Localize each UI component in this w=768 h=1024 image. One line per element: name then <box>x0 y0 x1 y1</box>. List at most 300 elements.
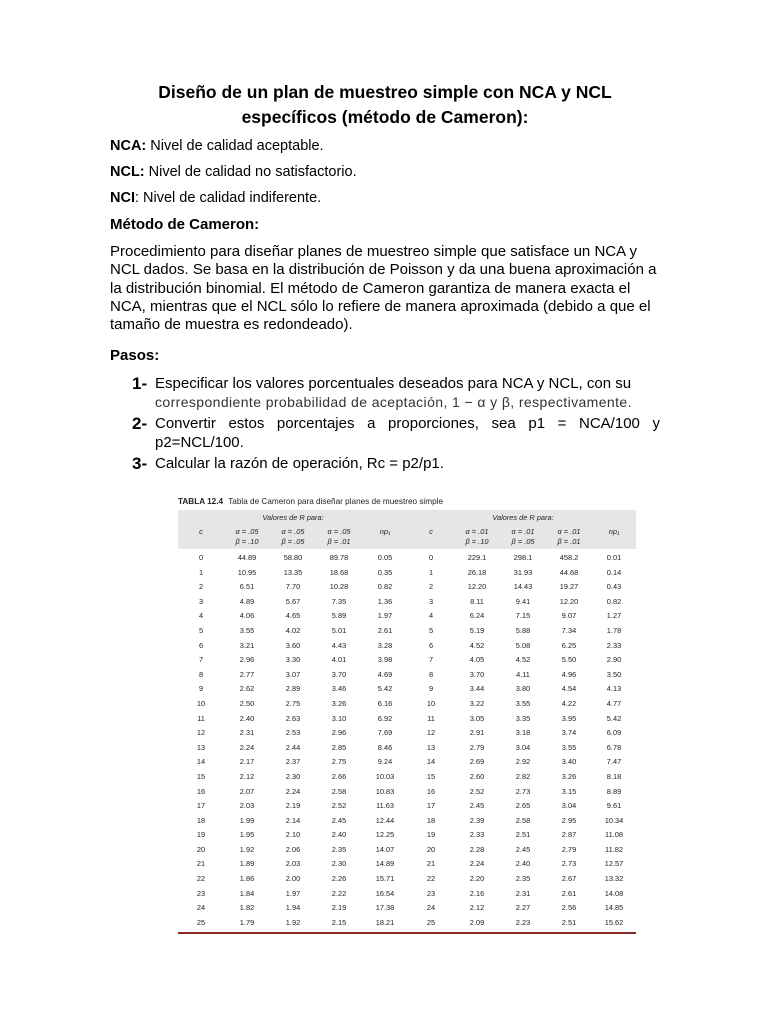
table-cell: 2.62 <box>239 684 255 694</box>
table-cell: 1.97 <box>285 888 301 898</box>
table-cell: 2.14 <box>285 815 301 825</box>
definition-term: NCA: <box>110 138 147 154</box>
table-cell: 2.82 <box>515 771 531 781</box>
column-header: α = .01 β = .01 <box>546 525 592 549</box>
table-cell: 22 <box>426 874 436 884</box>
document-page <box>110 80 660 475</box>
table-cell: 2.69 <box>469 757 485 767</box>
table-cell: 4 <box>198 611 204 621</box>
table-cell: 2.03 <box>239 801 255 811</box>
table-cell: 3.98 <box>377 655 393 665</box>
method-paragraph: Procedimiento para diseñar planes de muestreo simple que satisface un NCA y NCL dados. Se basa en la distribución de Poisson y da una buena aproximación a la distribución binomial. El método de Cameron garantiza de manera exacta el NCA, mientras que el NCL sólo lo refiere de manera aproximada (debido a que el tamaño de muestra es redondeado). <box>110 243 657 334</box>
table-cell: 2.75 <box>331 757 347 767</box>
table-cell: 3.46 <box>331 684 347 694</box>
table-cell: 2.44 <box>285 742 301 752</box>
table-cell: 2.61 <box>561 888 577 898</box>
table-cell: 5 <box>198 625 204 635</box>
table-cell: 4.06 <box>239 611 255 621</box>
table-cell: 2.20 <box>469 874 485 884</box>
table-row <box>178 828 636 843</box>
table-cell: 12 <box>196 728 206 738</box>
table-cell: 13.35 <box>283 567 303 577</box>
title-line-2: específicos (método de Cameron): <box>241 107 529 127</box>
table-cell: 12 <box>426 728 436 738</box>
table-cell: 4.96 <box>561 669 577 679</box>
table-cell: 12.25 <box>375 830 395 840</box>
table-cell: 2.24 <box>239 742 255 752</box>
table-cell: 6.92 <box>377 713 393 723</box>
table-cell: 0.35 <box>377 567 393 577</box>
table-cell: 2.40 <box>515 859 531 869</box>
table-cell: 2.19 <box>331 903 347 913</box>
table-row <box>178 843 636 858</box>
definition-ncl <box>110 163 660 181</box>
table-cell: 7 <box>428 655 434 665</box>
table-cell: 17 <box>426 801 436 811</box>
table-cell: 7.70 <box>285 582 301 592</box>
table-cell: 4.02 <box>285 625 301 635</box>
table-row <box>178 799 636 814</box>
table-cell: 5.88 <box>515 625 531 635</box>
table-cell: 20 <box>196 844 206 854</box>
table-row <box>178 916 636 931</box>
table-cell: 15 <box>426 771 436 781</box>
table-cell: 9.41 <box>515 596 531 606</box>
table-cell: 3.55 <box>239 625 255 635</box>
step-item <box>110 454 660 473</box>
table-cell: 15 <box>196 771 206 781</box>
table-cell: 1.99 <box>239 815 255 825</box>
table-row <box>178 549 636 566</box>
table-cell: 11.63 <box>376 801 394 811</box>
table-cell: 2.22 <box>331 888 347 898</box>
step-text: Calcular la razón de operación, Rc = p2/p1. <box>155 455 444 473</box>
table-cell: 12.20 <box>467 582 487 592</box>
table-cell: 3.40 <box>561 757 577 767</box>
table-cell: 2.96 <box>331 728 347 738</box>
table-cell: 3.74 <box>561 728 577 738</box>
table-cell: 1.78 <box>606 625 622 635</box>
table-cell: 4.77 <box>606 698 622 708</box>
definition-nci <box>110 189 660 207</box>
table-cell: 19.27 <box>559 582 579 592</box>
table-cell: 9.24 <box>377 757 393 767</box>
table-cell: 6 <box>428 640 434 650</box>
table-cell: 10.03 <box>375 771 395 781</box>
table-cell: 2.96 <box>239 655 255 665</box>
table-cell: 2.79 <box>561 844 577 854</box>
table-cell: 3.50 <box>606 669 622 679</box>
table-cell: 1.27 <box>606 611 622 621</box>
table-cell: 2.52 <box>469 786 485 796</box>
table-cell: 2.31 <box>239 728 255 738</box>
table-cell: 2.30 <box>285 771 301 781</box>
step-item <box>110 414 660 452</box>
column-header: α = .05 β = .10 <box>224 525 270 549</box>
column-header: α = .01 β = .05 <box>500 525 546 549</box>
table-cell: 3.95 <box>561 713 577 723</box>
column-header: c <box>178 525 224 549</box>
table-cell: 20 <box>426 844 436 854</box>
table-cell: 8.46 <box>377 742 393 752</box>
table-cell: 6.25 <box>561 640 577 650</box>
table-cell: 2.51 <box>515 830 531 840</box>
table-cell: 13 <box>196 742 206 752</box>
table-cell: 18.21 <box>375 917 395 927</box>
table-cell: 2.37 <box>285 757 301 767</box>
table-cell: 6 <box>198 640 204 650</box>
table-cell: 7.34 <box>561 625 577 635</box>
table-cell: 10 <box>426 698 436 708</box>
table-cell: 3.26 <box>331 698 347 708</box>
table-cell: 6.78 <box>606 742 622 752</box>
table-cell: 2.50 <box>239 698 255 708</box>
table-cell: 2.58 <box>515 815 531 825</box>
table-cell: 2.73 <box>561 859 577 869</box>
step-text-main: Especificar los valores porcentuales deseados para NCA y NCL, con su <box>155 375 632 393</box>
table-row <box>178 682 636 697</box>
table-cell: 9 <box>428 684 434 694</box>
table-cell: 2.89 <box>285 684 301 694</box>
table-cell: 2.40 <box>331 830 347 840</box>
table-cell: 2.06 <box>285 844 301 854</box>
table-cell: 2.77 <box>239 669 255 679</box>
table-cell: 17.38 <box>375 903 395 913</box>
table-cell: 5.42 <box>377 684 393 694</box>
table-cell: 2.73 <box>515 786 531 796</box>
table-cell: 2.65 <box>515 801 531 811</box>
table-cell: 2.85 <box>331 742 347 752</box>
table-cell: 14.89 <box>375 859 395 869</box>
table-cell: 2.45 <box>331 815 347 825</box>
table-cell: 8.18 <box>606 771 622 781</box>
table-cell: 2.39 <box>469 815 485 825</box>
table-cell: 1.86 <box>239 874 255 884</box>
table-cell: 0.82 <box>606 596 622 606</box>
table-cell: 2.79 <box>469 742 485 752</box>
table-cell: 4.43 <box>331 640 347 650</box>
table-cell: 4.89 <box>239 596 255 606</box>
table-cell: 2.23 <box>515 917 531 927</box>
table-cell: 22 <box>196 874 206 884</box>
table-cell: 2.15 <box>331 917 347 927</box>
table-cell: 2.45 <box>515 844 531 854</box>
table-cell: 1 <box>428 567 434 577</box>
table-cell: 1.79 <box>239 917 255 927</box>
title-line-1: Diseño de un plan de muestreo simple con NCA y NCL <box>158 82 612 102</box>
group-header-right: Valores de R para: <box>454 510 592 525</box>
table-cell: 24 <box>426 903 436 913</box>
definition-term: NCI <box>110 190 135 206</box>
table-cell: 1.89 <box>239 859 255 869</box>
table-cell: 3.05 <box>469 713 485 723</box>
table-cell: 0 <box>198 553 204 562</box>
table-cell: 18.68 <box>329 567 349 577</box>
table-cell: 10.95 <box>237 567 257 577</box>
table-cell: 4.65 <box>285 611 301 621</box>
table-cell: 2.09 <box>469 917 485 927</box>
table-cell: 6.16 <box>377 698 393 708</box>
steps-heading: Pasos: <box>110 347 160 365</box>
table-cell: 2.07 <box>239 786 255 796</box>
table-cell: 3.70 <box>469 669 485 679</box>
table-row <box>178 741 636 756</box>
table-cell: 2.61 <box>377 625 393 635</box>
table-cell: 4.22 <box>561 698 577 708</box>
definition-nca <box>110 137 660 155</box>
table-cell: 44.68 <box>559 567 579 577</box>
table-cell: 10.34 <box>604 815 624 825</box>
table-row <box>178 726 636 741</box>
table-cell: 2.66 <box>331 771 347 781</box>
table-cell: 17 <box>196 801 206 811</box>
table-cell: 2.56 <box>561 903 577 913</box>
table-cell: 12.44 <box>375 815 395 825</box>
table-cell: 11.82 <box>605 844 623 854</box>
table-cell: 6.09 <box>606 728 622 738</box>
table-cell: 5.01 <box>331 625 347 635</box>
definition-term: NCL: <box>110 164 145 180</box>
table-cell: 3.22 <box>469 698 485 708</box>
table-cell: 2.53 <box>285 728 301 738</box>
table-caption-label: TABLA 12.4 <box>178 497 224 506</box>
table-cell: 3.26 <box>561 771 577 781</box>
table-cell: 18 <box>196 815 206 825</box>
table-cell: 3 <box>428 596 434 606</box>
table-cell: 2.31 <box>515 888 531 898</box>
table-cell: 1.97 <box>377 611 393 621</box>
table-cell: 2 <box>428 582 434 592</box>
table-cell: 3.55 <box>561 742 577 752</box>
table-cell: 298.1 <box>513 553 533 562</box>
table-cell: 2.00 <box>285 874 301 884</box>
table-row <box>178 639 636 654</box>
table-cell: 13.32 <box>604 874 624 884</box>
table-cell: 14.85 <box>604 903 624 913</box>
table-cell: 1 <box>198 567 204 577</box>
table-cell: 4.52 <box>469 640 485 650</box>
step-number: 3- <box>132 454 148 474</box>
column-header: np₁ <box>592 525 636 549</box>
table-cell: 5.67 <box>285 596 301 606</box>
table-cell: 1.92 <box>239 844 255 854</box>
column-header: α = .01 β = .10 <box>454 525 500 549</box>
table-cell: 1.82 <box>239 903 255 913</box>
table-group-header-row <box>178 510 636 525</box>
table-cell: 7.69 <box>377 728 393 738</box>
column-header: α = .05 β = .01 <box>316 525 362 549</box>
table-cell: 3.28 <box>377 640 393 650</box>
step-number: 2- <box>132 414 148 434</box>
table-cell: 2.67 <box>561 874 577 884</box>
table-cell: 0.43 <box>606 582 622 592</box>
table-cell: 8.89 <box>606 786 622 796</box>
table-cell: 12.20 <box>559 596 579 606</box>
page-title <box>110 80 660 130</box>
table-cell: 26.18 <box>467 567 487 577</box>
table-cell: 2.26 <box>331 874 347 884</box>
table-cell: 2.90 <box>606 655 622 665</box>
table-row <box>178 872 636 887</box>
table-cell: 31.93 <box>513 567 533 577</box>
table-cell: 4.01 <box>331 655 347 665</box>
table-cell: 9 <box>198 684 204 694</box>
table-cell: 16 <box>426 786 436 796</box>
table-cell: 4.69 <box>377 669 393 679</box>
definition-text: : Nivel de calidad indiferente. <box>134 190 322 206</box>
table-cell: 44.89 <box>237 553 257 562</box>
table-cell: 9.07 <box>561 611 577 621</box>
table-cell: 2.40 <box>239 713 255 723</box>
table-cell: 2.91 <box>469 728 485 738</box>
table-cell: 2.87 <box>561 830 577 840</box>
table-row <box>178 887 636 902</box>
table-cell: 7.47 <box>606 757 622 767</box>
table-cell: 5.19 <box>469 625 485 635</box>
table-cell: 3.04 <box>561 801 577 811</box>
step-text-continued: correspondiente probabilidad de aceptación, 1 − α y β, respectivamente. <box>155 394 632 411</box>
table-cell: 5.50 <box>561 655 577 665</box>
table-cell: 2.63 <box>285 713 301 723</box>
table-row <box>178 901 636 916</box>
cameron-table-figure <box>178 497 636 934</box>
definition-text: Nivel de calidad no satisfactorio. <box>144 164 357 180</box>
table-cell: 3.35 <box>515 713 531 723</box>
table-cell: 2.35 <box>331 844 347 854</box>
table-cell: 3.07 <box>285 669 301 679</box>
table-cell: 7.15 <box>515 611 531 621</box>
table-cell: 4.13 <box>606 684 622 694</box>
table-row <box>178 566 636 581</box>
table-cell: 2.92 <box>515 757 531 767</box>
step-text: Convertir estos porcentajes a proporciones, sea p1 = NCA/100 y p2=NCL/100. <box>155 415 660 452</box>
table-cell: 5.08 <box>515 640 531 650</box>
column-header: α = .05 β = .05 <box>270 525 316 549</box>
table-cell: 4 <box>428 611 434 621</box>
table-row <box>178 653 636 668</box>
table-cell: 2.35 <box>515 874 531 884</box>
table-cell: 2.19 <box>285 801 301 811</box>
steps-list <box>110 374 660 473</box>
table-row <box>178 668 636 683</box>
table-cell: 2.51 <box>561 917 577 927</box>
table-cell: 11.08 <box>605 830 623 840</box>
table-row <box>178 755 636 770</box>
table-cell: 4.54 <box>561 684 577 694</box>
table-cell: 21 <box>196 859 206 869</box>
table-body <box>178 549 636 930</box>
table-cell: 2.75 <box>285 698 301 708</box>
table-row <box>178 814 636 829</box>
table-cell: 3.30 <box>285 655 301 665</box>
table-cell: 23 <box>196 888 206 898</box>
table-row <box>178 712 636 727</box>
table-cell: 2.12 <box>469 903 485 913</box>
table-cell: 0.05 <box>377 553 393 562</box>
table-cell: 3.44 <box>469 684 485 694</box>
table-row <box>178 857 636 872</box>
table-cell: 0 <box>428 553 434 562</box>
table-row <box>178 580 636 595</box>
table-cell: 3.60 <box>285 640 301 650</box>
table-cell: 14.43 <box>513 582 533 592</box>
table-cell: 24 <box>196 903 206 913</box>
table-cell: 2.58 <box>331 786 347 796</box>
table-cell: 1.94 <box>285 903 301 913</box>
table-cell: 0.01 <box>606 553 622 562</box>
table-cell: 2.28 <box>469 844 485 854</box>
table-cell: 58.80 <box>283 553 303 562</box>
table-cell: 13 <box>426 742 436 752</box>
table-cell: 2.17 <box>239 757 255 767</box>
table-cell: 2.24 <box>469 859 485 869</box>
table-row <box>178 785 636 800</box>
table-cell: 15.71 <box>375 874 395 884</box>
table-cell: 3.10 <box>331 713 347 723</box>
table-cell: 5.89 <box>331 611 347 621</box>
table-caption-text: Tabla de Cameron para diseñar planes de muestreo simple <box>228 497 444 506</box>
table-cell: 2.60 <box>469 771 485 781</box>
table-cell: 3.70 <box>331 669 347 679</box>
table-cell: 15.62 <box>604 917 624 927</box>
step-item <box>110 374 660 412</box>
table-row <box>178 595 636 610</box>
table-cell: 2.24 <box>285 786 301 796</box>
table-cell: 25 <box>196 917 206 927</box>
table-header-row <box>178 525 636 549</box>
table-cell: 14 <box>426 757 436 767</box>
table-cell: 2.33 <box>469 830 485 840</box>
step-text <box>155 374 660 412</box>
table-cell: 12.57 <box>604 859 624 869</box>
table-cell: 0.14 <box>606 567 622 577</box>
table-cell: 2.52 <box>331 801 347 811</box>
table-cell: 89.78 <box>329 553 349 562</box>
table-cell: 23 <box>426 888 436 898</box>
table-cell: 2.45 <box>469 801 485 811</box>
table-cell: 19 <box>196 830 206 840</box>
column-header: c <box>408 525 454 549</box>
table-cell: 2.95 <box>561 815 577 825</box>
table-cell: 10.28 <box>329 582 349 592</box>
table-row <box>178 609 636 624</box>
definition-text: Nivel de calidad aceptable. <box>146 138 324 154</box>
cameron-table <box>178 510 636 930</box>
table-cell: 2 <box>198 582 204 592</box>
table-cell: 3.21 <box>239 640 255 650</box>
table-cell: 7.35 <box>331 596 347 606</box>
table-cell: 14 <box>196 757 206 767</box>
table-cell: 3.55 <box>515 698 531 708</box>
table-cell: 7 <box>198 655 204 665</box>
table-cell: 2.30 <box>331 859 347 869</box>
table-cell: 5.42 <box>606 713 622 723</box>
table-cell: 11 <box>427 713 435 723</box>
table-cell: 21 <box>426 859 436 869</box>
table-cell: 2.10 <box>285 830 301 840</box>
table-cell: 1.92 <box>285 917 301 927</box>
table-cell: 18 <box>426 815 436 825</box>
column-header: np₁ <box>362 525 408 549</box>
table-cell: 6.51 <box>239 582 255 592</box>
table-cell: 8.11 <box>470 596 484 606</box>
method-heading: Método de Cameron: <box>110 216 260 233</box>
table-cell: 11 <box>197 713 205 723</box>
table-caption <box>178 497 636 506</box>
table-cell: 16.54 <box>375 888 395 898</box>
table-cell: 14.07 <box>375 844 395 854</box>
table-cell: 10.83 <box>375 786 395 796</box>
